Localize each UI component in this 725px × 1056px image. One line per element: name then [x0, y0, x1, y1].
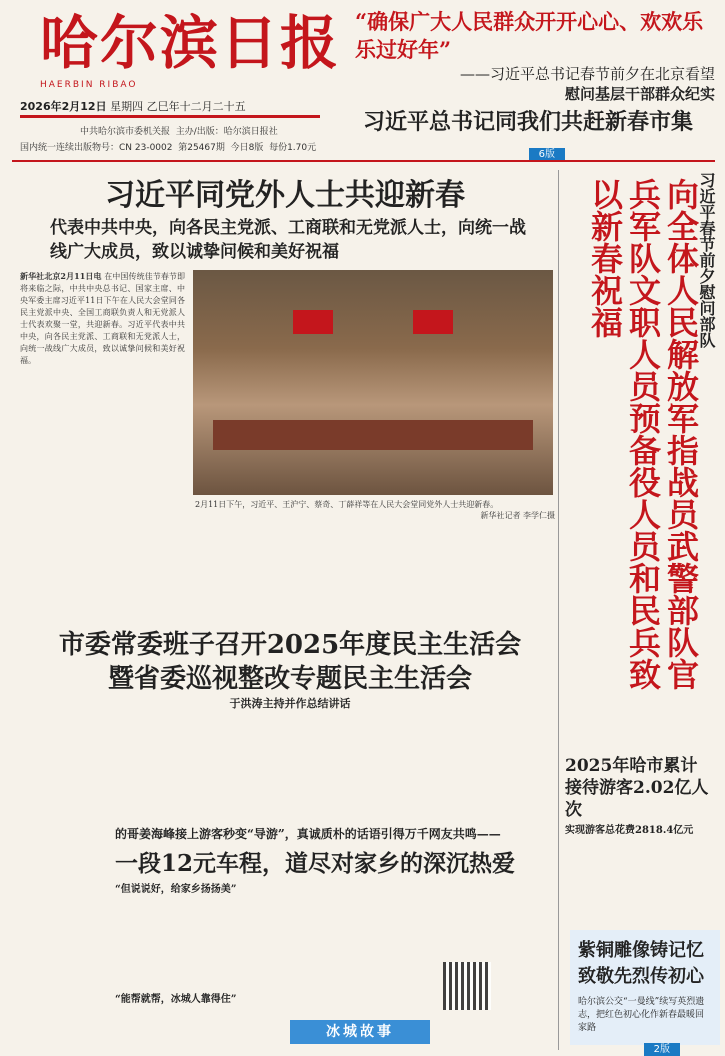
page-badge-2[interactable]: 2版 [644, 1043, 680, 1056]
newspaper-logo: 哈尔滨日报 [40, 9, 341, 77]
tourism-brief[interactable]: 2025年哈市累计 接待游客2.02亿人次 实现游客总花费2818.4亿元 [565, 756, 709, 836]
lunar-date: 乙巳年十二月二十五 [146, 100, 246, 113]
date-bar [20, 98, 320, 114]
vertical-headline: 向全体人民解放军指战员武警部队官兵军队文职人员预备役人员和民兵致以新春祝福 [586, 178, 700, 690]
feature2-headline: 习近平总书记同我们共赶新春市集 [363, 109, 694, 135]
main-subhead: 代表中共中央，向各民主党派、工商联和无党派人士，向统一战线广大成员，致以诚挚问候和美好祝福 [50, 218, 526, 262]
article2-headline: 市委常委班子召开2025年度民主生活会 暨省委巡视整改专题民主生活会 [58, 630, 522, 694]
feature-sub2: 慰问基层干部群众纪实 [564, 85, 715, 103]
bottom-kicker: 的哥姜海峰接上游客秒变“导游”，真诚质朴的话语引得万千网友共鸣—— [115, 827, 501, 841]
bottom-headline: 一段12元车程，道尽对家乡的深沉热爱 [115, 850, 516, 877]
bottom-section2: “能帮就帮，冰城人靠得住” [115, 994, 237, 1005]
masthead-divider [12, 160, 715, 162]
feature-sub1: ——习近平总书记春节前夕在北京看望 [459, 65, 715, 83]
top-right-feature-2[interactable] [355, 105, 715, 160]
statue-feature[interactable]: 紫铜雕像铸记忆 致敬先烈传初心 哈尔滨公交“一曼线”续写英烈遗志，把红色初心化作新春最暖回家路 2版 [570, 930, 720, 1045]
issue-date: 2026年2月12日 [20, 100, 107, 113]
news-photo [193, 270, 553, 495]
column-brand: 冰城故事 [290, 1020, 430, 1044]
masthead-rule [20, 115, 320, 118]
logo-pinyin: HAERBIN RIBAO [40, 80, 138, 90]
feature-headline: “确保广大人民群众开开心心、欢欢乐乐过好年” [355, 9, 704, 62]
article2-subhead: 于洪涛主持并作总结讲话 [229, 697, 351, 710]
publisher-line: 中共哈尔滨市委机关报 主办/出版：哈尔滨日报社 [80, 127, 278, 137]
main-body-col1: 新华社北京2月11日电 在中国传统佳节春节即将来临之际，中共中央总书记、国家主席、中央军委主席习近平11日下午在人民大会堂同各民主党派中央、全国工商联负责人和无党派人士代表欢聚一堂，共迎新春。习近平代表中共中央，向各民主党派、工商联和无党派人士，向统一战线广大成员，致以诚挚问候和美好祝福。 [20, 271, 185, 365]
bottom-section1: “但说说好，给家乡扬扬美” [115, 884, 237, 895]
photo-caption: 2月11日下午，习近平、王沪宁、蔡奇、丁薛祥等在人民大会堂同党外人士共迎新春。 新华社记者 李学仁摄 [195, 500, 555, 520]
main-headline: 习近平同党外人士共迎新春 [105, 178, 465, 213]
top-right-feature[interactable] [355, 8, 715, 103]
page-badge[interactable]: 6版 [529, 148, 565, 161]
weekday: 星期四 [110, 100, 144, 113]
vertical-kicker: 习近平春节前夕慰问部队 [697, 172, 716, 348]
issue-info: 国内统一连续出版物号：CN 23-0002 第25467期 今日8版 每份1.70元 [20, 143, 317, 153]
qr-code[interactable] [443, 962, 491, 1010]
